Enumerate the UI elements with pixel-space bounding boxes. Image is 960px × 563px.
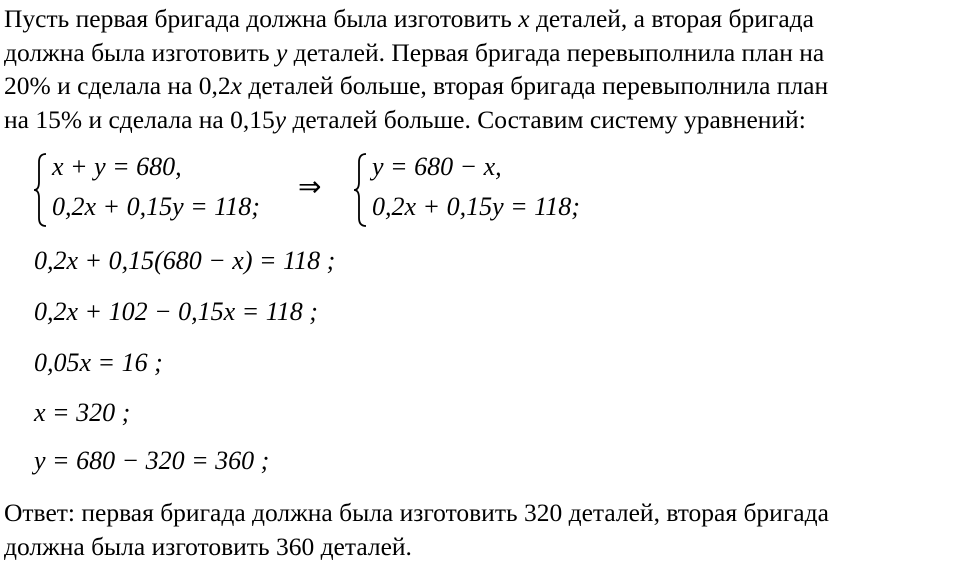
equation-system-right [352, 150, 612, 230]
implies-arrow-icon: ⇒ [298, 172, 321, 202]
solution-step-4: x = 320 ; [34, 398, 130, 428]
intro-text: 20% и сделала на 0,2 [4, 71, 231, 100]
solution-step-5: y = 680 − 320 = 360 ; [34, 446, 269, 476]
variable-x: x [518, 4, 529, 33]
answer-line-1: Ответ: первая бригада должна была изготовить 320 деталей, вторая бригада [4, 496, 829, 530]
variable-y: y [276, 38, 287, 67]
intro-text: деталей больше, вторая бригада перевыполнила план [242, 71, 828, 100]
intro-text: деталей больше. Составим систему уравнений: [286, 105, 806, 134]
intro-line-1 [4, 2, 828, 36]
intro-line-2 [4, 36, 828, 70]
solution-step-1: 0,2x + 0,15(680 − x) = 118 ; [34, 246, 335, 276]
intro-text: деталей, а вторая бригада [530, 4, 814, 33]
answer-paragraph [4, 496, 829, 563]
variable-y: y [275, 105, 286, 134]
intro-text: деталей. Первая бригада перевыполнила план на [287, 38, 824, 67]
system-right-row-1: y = 680 − x, [372, 152, 502, 182]
intro-text: должна была изготовить [4, 38, 276, 67]
answer-line-2: должна была изготовить 360 деталей. [4, 530, 829, 563]
variable-x: x [231, 71, 242, 100]
equation-system-left [32, 150, 292, 230]
intro-text: на 15% и сделала на 0,15 [4, 105, 275, 134]
solution-step-3: 0,05x = 16 ; [34, 348, 163, 378]
system-left-row-2: 0,2x + 0,15y = 118; [52, 192, 260, 222]
solution-step-2: 0,2x + 102 − 0,15x = 118 ; [34, 297, 318, 327]
intro-line-3 [4, 69, 828, 103]
problem-intro [4, 2, 828, 136]
intro-line-4 [4, 103, 828, 137]
system-right-row-2: 0,2x + 0,15y = 118; [372, 192, 580, 222]
left-brace-icon [32, 152, 48, 228]
left-brace-icon [352, 152, 368, 228]
system-left-row-1: x + y = 680, [52, 152, 182, 182]
intro-text: Пусть первая бригада должна была изготовить [4, 4, 518, 33]
